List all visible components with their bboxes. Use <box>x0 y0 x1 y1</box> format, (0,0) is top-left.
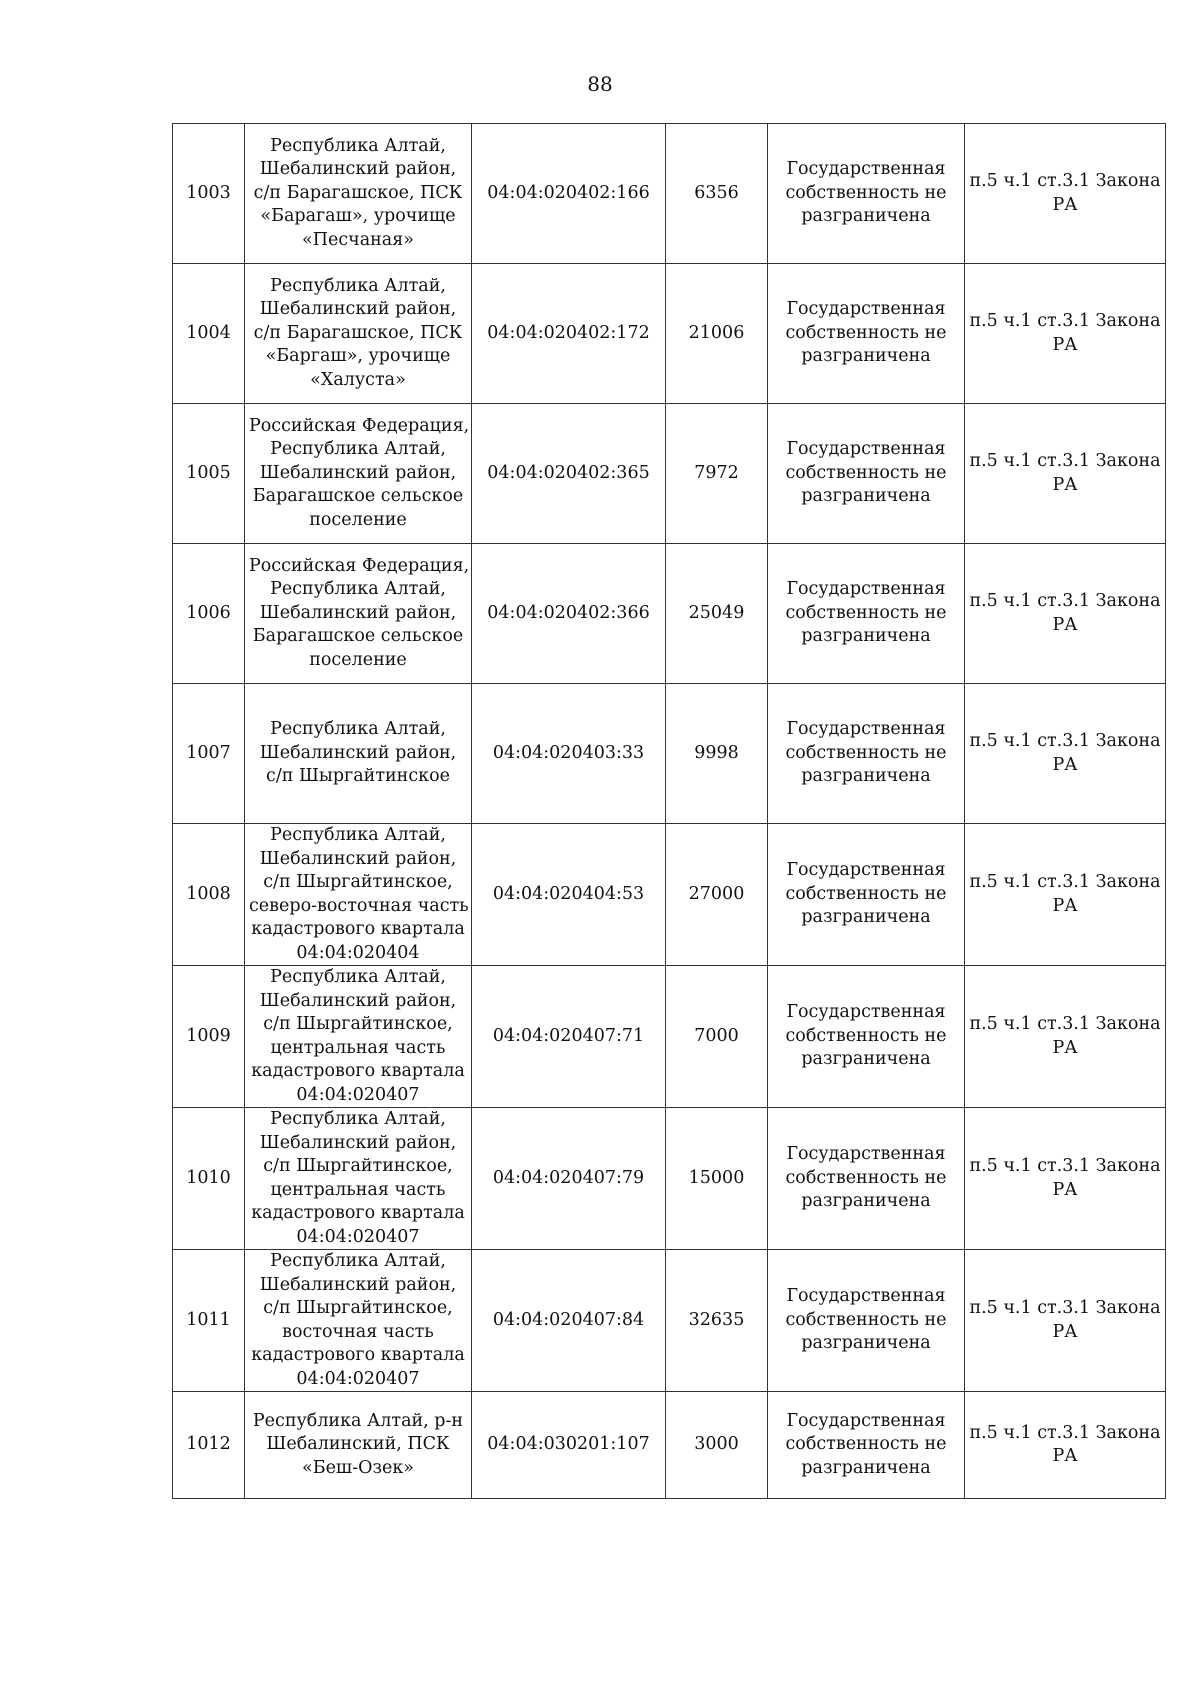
area-cell: 32635 <box>666 1250 768 1392</box>
cadastral-number-cell: 04:04:020402:166 <box>472 124 666 264</box>
address-cell <box>245 1392 472 1499</box>
table-row <box>173 404 1166 544</box>
address-cell <box>245 544 472 684</box>
address-line: северо-восточная часть <box>249 895 469 916</box>
row-number-cell: 1012 <box>173 1392 245 1499</box>
legal-basis-cell: п.5 ч.1 ст.3.1 Закона РА <box>965 824 1166 966</box>
legal-basis-cell: п.5 ч.1 ст.3.1 Закона РА <box>965 404 1166 544</box>
address-line: Республика Алтай, <box>270 825 446 845</box>
cadastral-number-cell: 04:04:020407:79 <box>472 1108 666 1250</box>
address-line: с/п Шыргайтинское <box>266 766 450 787</box>
address-cell <box>245 684 472 824</box>
cadastral-number-cell: 04:04:020407:71 <box>472 966 666 1108</box>
cadastral-number-cell: 04:04:020402:366 <box>472 544 666 684</box>
address-line: Шебалинский район, <box>259 742 457 763</box>
table-row <box>173 124 1166 264</box>
table-row <box>173 1250 1166 1392</box>
area-cell: 21006 <box>666 264 768 404</box>
area-cell: 3000 <box>666 1392 768 1499</box>
address-line: Республика Алтай, <box>270 439 446 460</box>
address-line: с/п Барагашское, ПСК <box>253 182 463 203</box>
address-line: с/п Шыргайтинское, <box>263 1156 453 1176</box>
address-line: Шебалинский район, <box>259 462 457 483</box>
area-cell: 25049 <box>666 544 768 684</box>
land-plot-registry-table <box>172 123 1166 1499</box>
address-line: кадастрового квартала <box>251 1345 465 1365</box>
table-row <box>173 966 1166 1108</box>
cadastral-number-cell: 04:04:020402:172 <box>472 264 666 404</box>
address-line: с/п Шыргайтинское, <box>263 1014 453 1034</box>
cadastral-number-cell: 04:04:020407:84 <box>472 1250 666 1392</box>
address-line: Республика Алтай, <box>270 275 446 296</box>
cadastral-number-cell: 04:04:030201:107 <box>472 1392 666 1499</box>
address-cell <box>245 124 472 264</box>
area-cell: 9998 <box>666 684 768 824</box>
address-line: Шебалинский район, <box>259 299 457 320</box>
table-row <box>173 544 1166 684</box>
row-number-cell: 1005 <box>173 404 245 544</box>
address-line: 04:04:020407 <box>296 1226 420 1247</box>
legal-basis-cell: п.5 ч.1 ст.3.1 Закона РА <box>965 684 1166 824</box>
address-line: с/п Барагашское, ПСК <box>253 322 463 343</box>
address-cell <box>245 264 472 404</box>
address-line: Барагашское сельское <box>252 626 464 647</box>
legal-basis-cell: п.5 ч.1 ст.3.1 Закона РА <box>965 544 1166 684</box>
page-number: 88 <box>587 72 613 96</box>
legal-basis-cell: п.5 ч.1 ст.3.1 Закона РА <box>965 1108 1166 1250</box>
address-cell <box>245 404 472 544</box>
address-line: Шебалинский район, <box>259 990 457 1011</box>
ownership-cell: Государственная собственность не разграничена <box>768 544 965 684</box>
row-number-cell: 1004 <box>173 264 245 404</box>
address-line: Шебалинский район, <box>259 848 457 869</box>
table-row <box>173 684 1166 824</box>
address-line: Республика Алтай, <box>270 1251 446 1271</box>
address-line: Российская Федерация, <box>249 415 470 436</box>
ownership-cell: Государственная собственность не разграничена <box>768 124 965 264</box>
legal-basis-cell: п.5 ч.1 ст.3.1 Закона РА <box>965 124 1166 264</box>
address-line: Шебалинский район, <box>259 1132 457 1153</box>
address-line: с/п Шыргайтинское, <box>263 1298 453 1318</box>
area-cell: 6356 <box>666 124 768 264</box>
row-number-cell: 1011 <box>173 1250 245 1392</box>
row-number-cell: 1006 <box>173 544 245 684</box>
address-line: «Барагаш», урочище <box>260 206 456 227</box>
table-row <box>173 264 1166 404</box>
cadastral-number-cell: 04:04:020404:53 <box>472 824 666 966</box>
address-line: центральная часть <box>270 1179 446 1200</box>
ownership-cell: Государственная собственность не разграничена <box>768 404 965 544</box>
legal-basis-cell: п.5 ч.1 ст.3.1 Закона РА <box>965 1392 1166 1499</box>
address-line: Шебалинский район, <box>259 1274 457 1295</box>
address-line: кадастрового квартала <box>251 1203 465 1223</box>
address-line: Республика Алтай, <box>270 1109 446 1129</box>
address-line: центральная часть <box>270 1037 446 1058</box>
address-line: поселение <box>309 509 407 530</box>
address-line: «Песчаная» <box>302 229 414 250</box>
row-number-cell: 1007 <box>173 684 245 824</box>
address-line: «Беш-Озек» <box>302 1457 414 1478</box>
address-line: Республика Алтай, <box>270 135 446 156</box>
ownership-cell: Государственная собственность не разграничена <box>768 1108 965 1250</box>
area-cell: 7972 <box>666 404 768 544</box>
address-line: «Халуста» <box>310 369 406 390</box>
address-line: с/п Шыргайтинское, <box>263 872 453 892</box>
address-line: 04:04:020407 <box>296 1368 420 1389</box>
cadastral-number-cell: 04:04:020402:365 <box>472 404 666 544</box>
area-cell: 15000 <box>666 1108 768 1250</box>
address-line: Шебалинский район, <box>259 602 457 623</box>
row-number-cell: 1003 <box>173 124 245 264</box>
address-line: 04:04:020404 <box>296 942 420 963</box>
address-line: Барагашское сельское <box>252 486 464 507</box>
cadastral-number-cell: 04:04:020403:33 <box>472 684 666 824</box>
address-cell <box>245 1108 472 1250</box>
address-line: Российская Федерация, <box>249 555 470 576</box>
row-number-cell: 1008 <box>173 824 245 966</box>
row-number-cell: 1009 <box>173 966 245 1108</box>
ownership-cell: Государственная собственность не разграничена <box>768 824 965 966</box>
address-line: Республика Алтай, <box>270 579 446 600</box>
legal-basis-cell: п.5 ч.1 ст.3.1 Закона РА <box>965 264 1166 404</box>
legal-basis-cell: п.5 ч.1 ст.3.1 Закона РА <box>965 1250 1166 1392</box>
address-line: восточная часть <box>282 1321 434 1342</box>
area-cell: 27000 <box>666 824 768 966</box>
row-number-cell: 1010 <box>173 1108 245 1250</box>
address-line: 04:04:020407 <box>296 1084 420 1105</box>
address-line: «Баргаш», урочище <box>265 346 451 367</box>
table-row <box>173 1108 1166 1250</box>
address-line: Республика Алтай, р-н <box>252 1410 464 1431</box>
ownership-cell: Государственная собственность не разграничена <box>768 966 965 1108</box>
address-cell <box>245 966 472 1108</box>
table-row <box>173 1392 1166 1499</box>
ownership-cell: Государственная собственность не разграничена <box>768 684 965 824</box>
address-line: кадастрового квартала <box>251 919 465 939</box>
address-line: кадастрового квартала <box>251 1061 465 1081</box>
address-line: Шебалинский район, <box>259 159 457 180</box>
ownership-cell: Государственная собственность не разграничена <box>768 1392 965 1499</box>
area-cell: 7000 <box>666 966 768 1108</box>
address-line: поселение <box>309 649 407 670</box>
ownership-cell: Государственная собственность не разграничена <box>768 1250 965 1392</box>
table-row <box>173 824 1166 966</box>
address-line: Шебалинский, ПСК <box>266 1434 450 1455</box>
ownership-cell: Государственная собственность не разграничена <box>768 264 965 404</box>
registry-table-body <box>173 124 1166 1499</box>
legal-basis-cell: п.5 ч.1 ст.3.1 Закона РА <box>965 966 1166 1108</box>
address-cell <box>245 1250 472 1392</box>
address-cell <box>245 824 472 966</box>
address-line: Республика Алтай, <box>270 967 446 987</box>
address-line: Республика Алтай, <box>270 719 446 740</box>
